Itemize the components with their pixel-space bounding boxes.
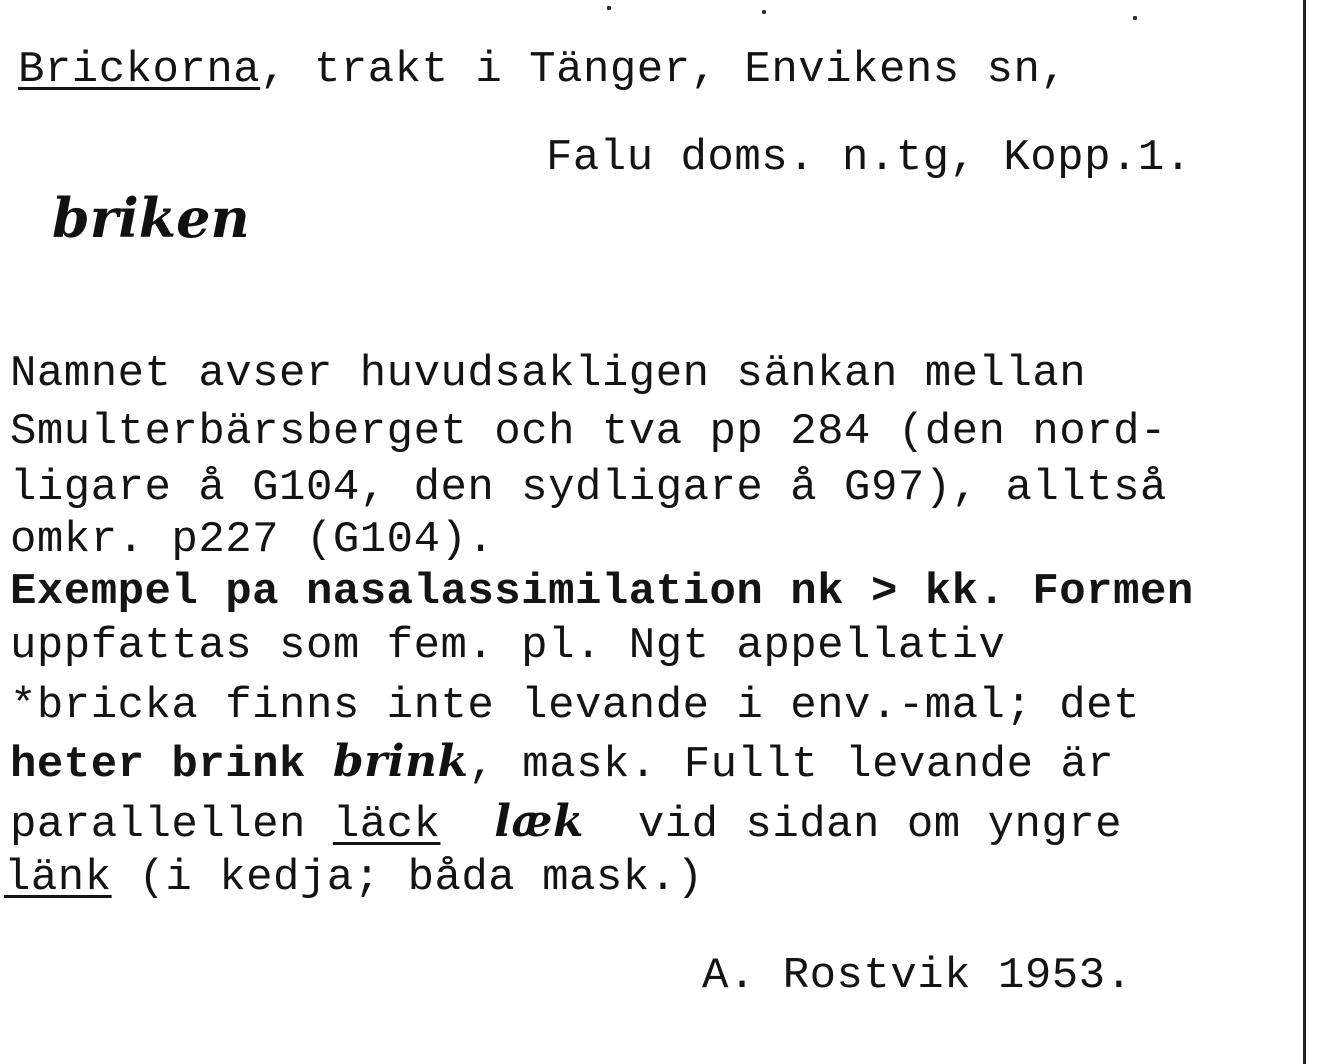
speck	[1133, 16, 1137, 20]
body-line-1: Namnet avser huvudsakligen sänkan mellan	[10, 349, 1087, 399]
body-line-8	[10, 736, 1115, 790]
body-line-10	[4, 853, 704, 903]
card-edge	[1303, 0, 1306, 1064]
body-line-2: Smulterbärsberget och tva pp 284 (den nord-	[10, 407, 1167, 457]
body-line-6: uppfattas som fem. pl. Ngt appellativ	[10, 621, 1006, 671]
header-location: , trakt i Tänger, Envikens sn,	[260, 45, 1068, 95]
place-name: Brickorna	[18, 45, 261, 95]
parallellen-text: parallellen	[10, 800, 333, 850]
body-line-5: Exempel pa nasalassimilation nk > kk. Formen	[10, 567, 1194, 617]
handwritten-brink: brink	[332, 736, 469, 787]
word-lack: läck	[332, 800, 441, 850]
body-line-9-rest: vid sidan om yngre	[637, 800, 1123, 850]
body-line-10-rest: (i kedja; båda mask.)	[111, 853, 704, 903]
header-line-1	[18, 45, 1068, 95]
handwritten-pronunciation: briken	[52, 186, 250, 250]
handwritten-laek: læk	[494, 796, 584, 847]
body-line-7: *bricka finns inte levande i env.-mal; det	[10, 681, 1140, 731]
heter-brink-text: heter brink	[10, 740, 306, 790]
body-line-9	[10, 796, 1123, 850]
body-line-4: omkr. p227 (G104).	[10, 515, 495, 565]
header-line-2: Falu doms. n.tg, Kopp.1.	[546, 133, 1192, 183]
speck	[762, 10, 766, 14]
body-line-8-rest: , mask. Fullt levande är	[468, 740, 1115, 790]
speck	[607, 6, 611, 10]
body-line-3: ligare å G104, den sydligare å G97), alltså	[10, 463, 1167, 513]
signature: A. Rostvik 1953.	[702, 951, 1133, 1001]
word-lank: länk	[4, 853, 112, 903]
